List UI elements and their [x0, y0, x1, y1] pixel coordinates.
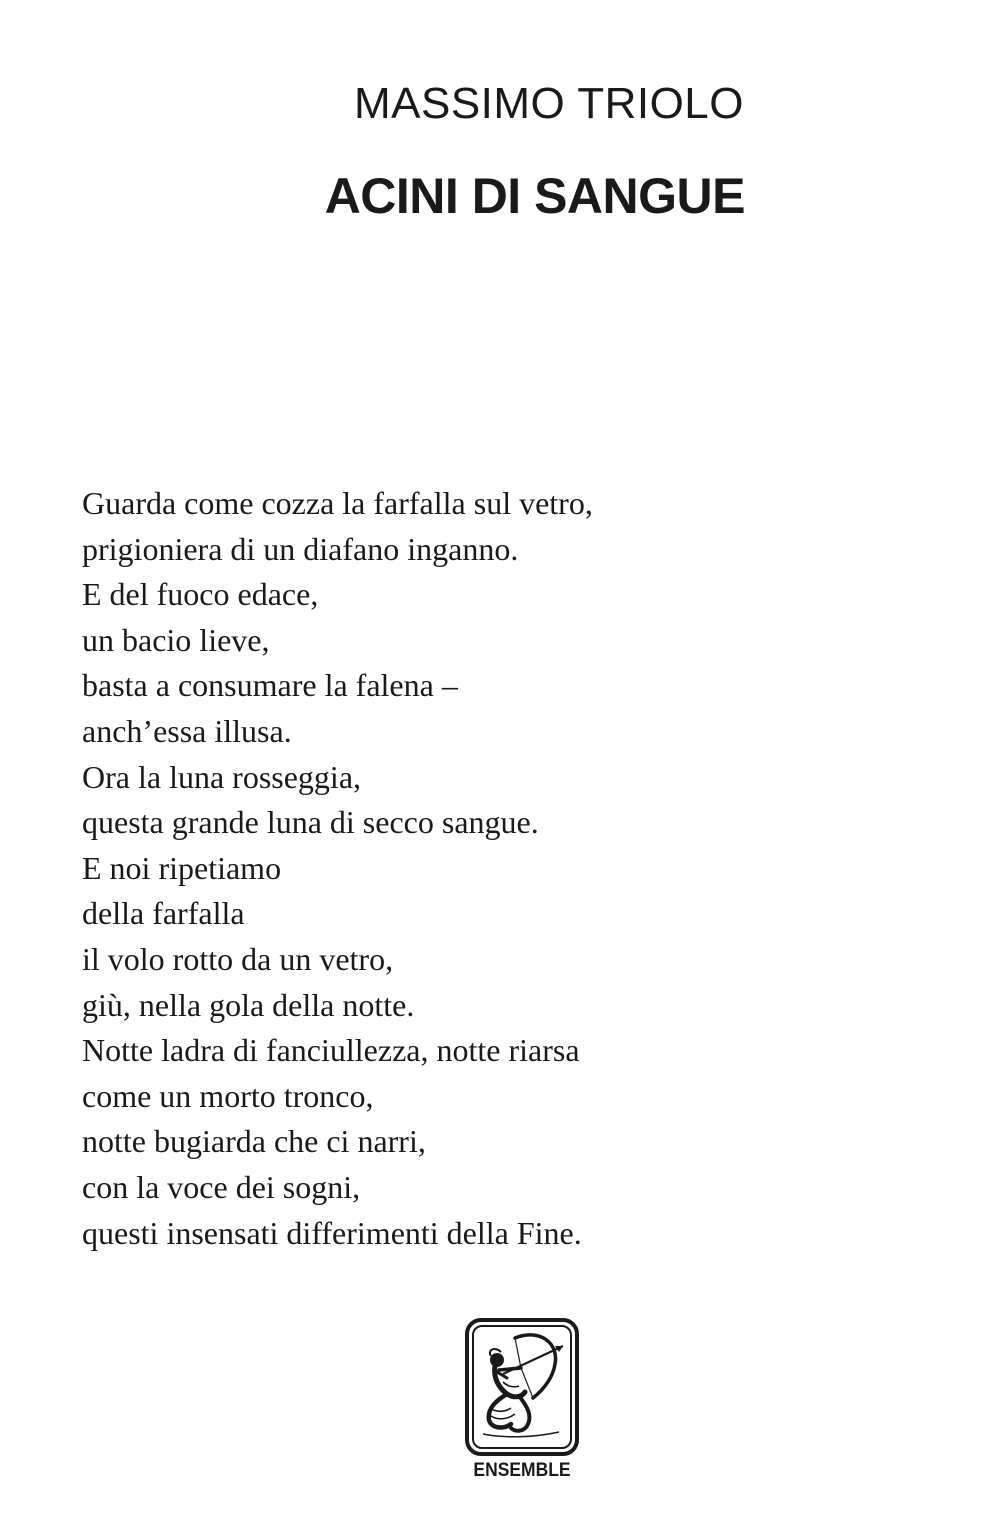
poem-line: prigioniera di un diafano inganno.	[82, 530, 519, 567]
poem-line: Guarda come cozza la farfalla sul vetro,	[82, 485, 593, 521]
poem-line: un bacio lieve,	[82, 621, 270, 658]
poem-line: il volo rotto da un vetro,	[82, 940, 394, 977]
poem-line: Notte ladra di fanciullezza, notte riarsa	[82, 1032, 580, 1069]
author-name: MASSIMO TRIOLO	[353, 79, 744, 128]
poem-line: Ora la luna rosseggia,	[82, 758, 362, 795]
poem-line: E noi ripetiamo	[82, 849, 282, 886]
poem-line: basta a consumare la falena –	[82, 667, 458, 704]
poem-line: come un morto tronco,	[82, 1077, 374, 1114]
archer-logo-icon	[463, 1316, 581, 1458]
poem-line: con la voce dei sogni,	[82, 1168, 361, 1205]
poem-line: questi insensati differimenti della Fine.	[82, 1214, 582, 1251]
poem-line: notte bugiarda che ci narri,	[82, 1123, 426, 1160]
book-title: ACINI DI SANGUE	[324, 168, 745, 224]
poem-line: E del fuoco edace,	[82, 576, 319, 613]
poem-line: questa grande luna di secco sangue.	[82, 804, 539, 841]
poem-line: giù, nella gola della notte.	[82, 986, 415, 1023]
poem	[82, 481, 593, 1256]
poem-line: della farfalla	[82, 895, 245, 932]
publisher-name: ENSEMBLE	[473, 1460, 571, 1481]
poem-line: anch’essa illusa.	[82, 712, 292, 749]
